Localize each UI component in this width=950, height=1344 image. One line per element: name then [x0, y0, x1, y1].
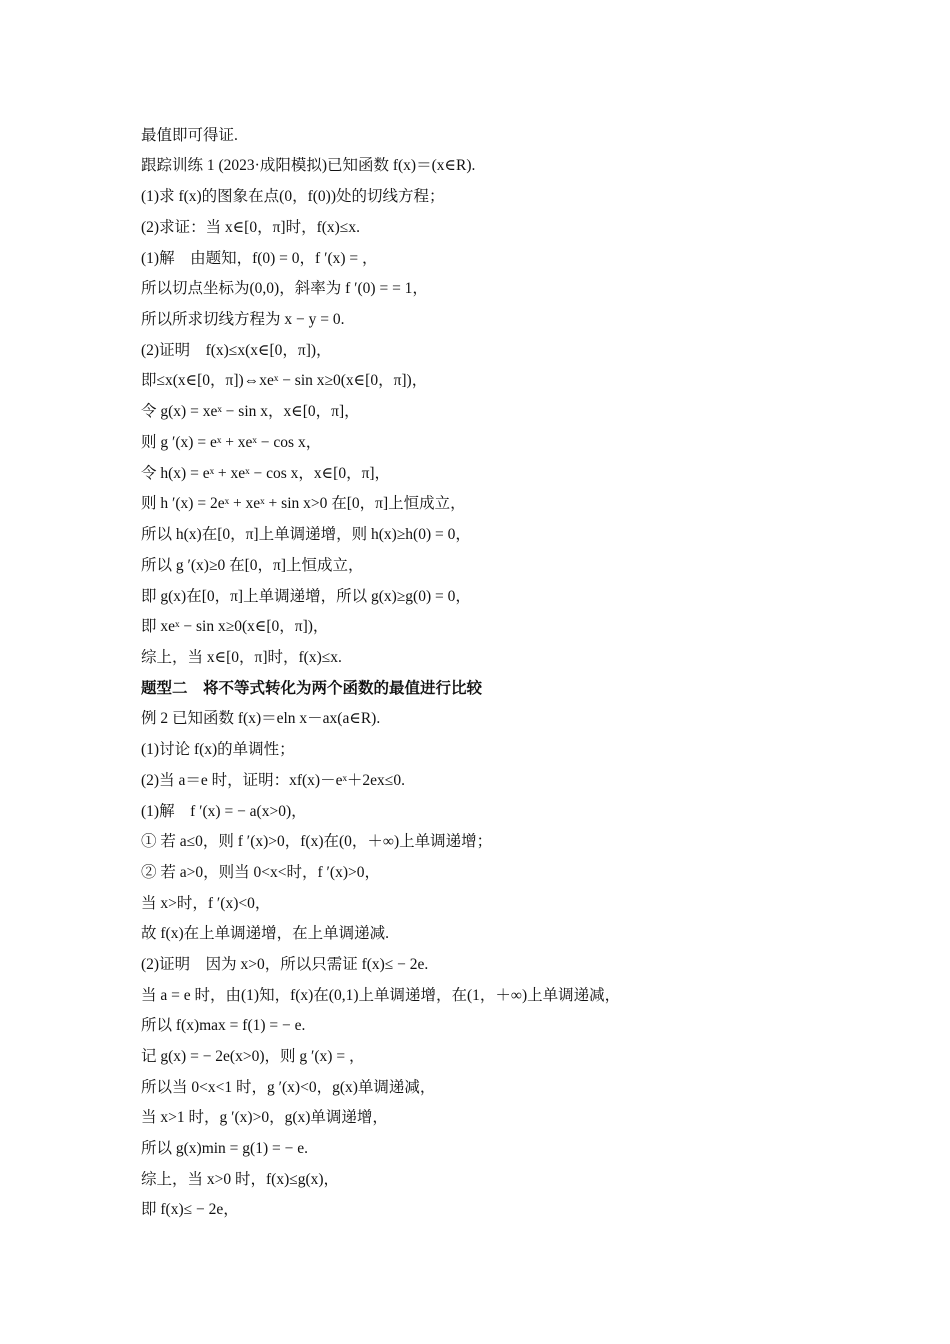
- text-line: 所以 g ′(x)≥0 在[0，π]上恒成立，: [141, 557, 364, 574]
- text-line: 所以所求切线方程为 x − y = 0.: [141, 311, 345, 328]
- text-line: ② 若 a>0，则当 0<x<时，f ′(x)>0，: [141, 864, 380, 881]
- text-line: (2)求证：当 x∈[0，π]时，f(x)≤x.: [141, 219, 360, 236]
- text-line: 综上，当 x>0 时，f(x)≤g(x)，: [141, 1171, 340, 1188]
- text-line: 令 g(x) = xeˣ − sin x，x∈[0，π]，: [141, 403, 360, 420]
- text-line: 则 h ′(x) = 2eˣ + xeˣ + sin x>0 在[0，π]上恒成立，: [141, 495, 466, 512]
- exercise-heading: 跟踪训练 1 (2023·成阳模拟)已知函数 f(x)＝(x∈R).: [141, 157, 476, 174]
- text-line: 即 xeˣ − sin x≥0(x∈[0，π])，: [141, 618, 329, 635]
- solution-line: (1)解 由题知，f(0) = 0，f ′(x) = ，: [141, 250, 378, 267]
- text-line: 所以 g(x)min = g(1) = − e.: [141, 1140, 308, 1157]
- text-line: (1)求 f(x)的图象在点(0，f(0))处的切线方程；: [141, 188, 445, 205]
- text-line: 所以 h(x)在[0，π]上单调递增，则 h(x)≥h(0) = 0，: [141, 526, 471, 543]
- section-heading: 题型二 将不等式转化为两个函数的最值进行比较: [141, 680, 483, 697]
- proof-line: (2)证明 因为 x>0，所以只需证 f(x)≤ − 2e.: [141, 956, 429, 973]
- text-line: 当 a = e 时，由(1)知，f(x)在(0,1)上单调递增，在(1，＋∞)上单调递减，: [141, 987, 621, 1004]
- text-line: ① 若 a≤0，则 f ′(x)>0，f(x)在(0，＋∞)上单调递增；: [141, 833, 493, 850]
- text-line: 综上，当 x∈[0，π]时，f(x)≤x.: [141, 649, 342, 666]
- text-line: 当 x>1 时，g ′(x)>0，g(x)单调递增，: [141, 1109, 388, 1126]
- text-line: 故 f(x)在上单调递增，在上单调递减.: [141, 925, 389, 942]
- text-line: 所以切点坐标为(0,0)，斜率为 f ′(0) = = 1，: [141, 280, 428, 297]
- text-line: 即≤x(x∈[0，π])⇔xeˣ − sin x≥0(x∈[0，π])，: [141, 372, 428, 389]
- text-line: 记 g(x) = − 2e(x>0)，则 g ′(x) = ，: [141, 1048, 365, 1065]
- text-line: 当 x>时，f ′(x)<0，: [141, 895, 271, 912]
- text-line: 所以 f(x)max = f(1) = − e.: [141, 1017, 306, 1034]
- text-line: (2)当 a＝e 时，证明：xf(x)－eˣ＋2ex≤0.: [141, 772, 405, 789]
- text-line: (1)讨论 f(x)的单调性；: [141, 741, 295, 758]
- solution-line: (1)解 f ′(x) = − a(x>0)，: [141, 803, 307, 820]
- example-heading: 例 2 已知函数 f(x)＝eln x－ax(a∈R).: [141, 710, 381, 727]
- text-line: 即 f(x)≤ − 2e，: [141, 1201, 239, 1218]
- proof-line: (2)证明 f(x)≤x(x∈[0，π])，: [141, 342, 332, 359]
- text-line: 所以当 0<x<1 时，g ′(x)<0，g(x)单调递减，: [141, 1079, 436, 1096]
- text-line: 则 g ′(x) = eˣ + xeˣ − cos x，: [141, 434, 322, 451]
- text-line: 即 g(x)在[0，π]上单调递增，所以 g(x)≥g(0) = 0，: [141, 588, 471, 605]
- text-line: 最值即可得证.: [141, 127, 238, 144]
- text-line: 令 h(x) = eˣ + xeˣ − cos x，x∈[0，π]，: [141, 465, 391, 482]
